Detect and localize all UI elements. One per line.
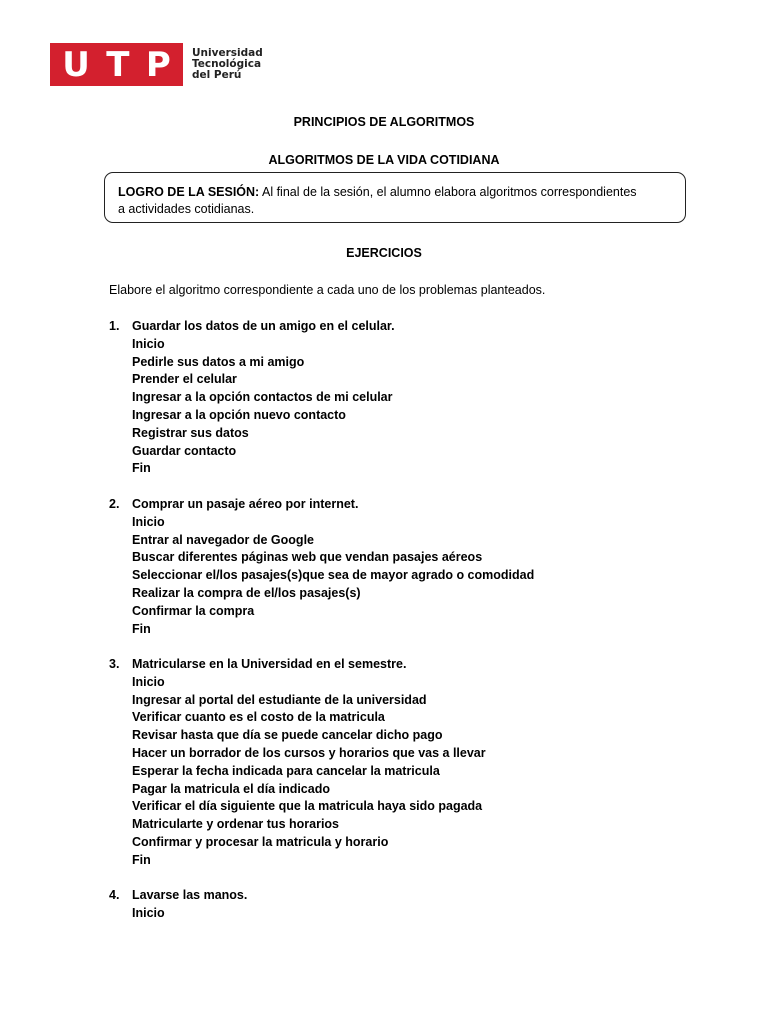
step: Confirmar y procesar la matricula y horario [132,834,389,849]
section-title: EJERCICIOS [346,246,422,260]
step: Registrar sus datos [132,425,249,440]
exercise-title: Matricularse en la Universidad en el semestre. [132,657,407,671]
exercise-title: Comprar un pasaje aéreo por internet. [132,497,359,511]
step: Prender el celular [132,372,237,387]
exercise-1 [109,318,395,478]
instructions: Elabore el algoritmo correspondiente a cada uno de los problemas planteados. [109,283,546,297]
exercise-3 [109,656,486,870]
session-goal-text: Al final de la sesión, el alumno elabora algoritmos correspondientes [259,185,637,199]
step: Ingresar al portal del estudiante de la universidad [132,692,427,707]
step: Entrar al navegador de Google [132,532,314,547]
exercise-4 [109,887,247,923]
step: Ingresar a la opción contactos de mi celular [132,390,393,405]
session-title: ALGORITMOS DE LA VIDA COTIDIANA [268,153,500,167]
step: Pagar la matricula el día indicado [132,781,330,796]
exercise-title: Lavarse las manos. [132,888,248,902]
logo-letter-t: T [106,44,130,85]
step: Verificar el día siguiente que la matricula haya sido pagada [132,799,483,814]
step: Guardar contacto [132,443,237,458]
step: Inicio [132,514,165,529]
exercise-number: 4. [109,888,120,902]
logo-letter-u: U [62,44,90,85]
exercise-heading [109,318,395,336]
exercise-number: 3. [109,657,120,671]
exercise-steps [132,514,534,639]
session-goal-box [104,172,686,223]
step: Realizar la compra de el/los pasajes(s) [132,585,361,600]
exercise-2 [109,496,534,638]
session-goal-label: LOGRO DE LA SESIÓN: [118,185,260,199]
step: Ingresar a la opción nuevo contacto [132,407,346,422]
step: Fin [132,852,151,867]
exercise-steps [132,674,486,870]
step: Hacer un borrador de los cursos y horarios que vas a llevar [132,745,486,760]
exercise-heading [109,887,247,905]
exercise-title: Guardar los datos de un amigo en el celular. [132,319,395,333]
step: Pedirle sus datos a mi amigo [132,354,305,369]
step: Seleccionar el/los pasajes(s)que sea de mayor agrado o comodidad [132,568,535,583]
step: Fin [132,461,151,476]
step: Buscar diferentes páginas web que vendan pasajes aéreos [132,550,483,565]
utp-logo [50,43,263,86]
university-name-line: Universidad [192,47,263,59]
step: Fin [132,621,151,636]
step: Inicio [132,674,165,689]
logo-letter-p: P [145,44,171,85]
university-name-line: del Perú [192,69,242,81]
exercise-heading [109,496,534,514]
step: Matricularte y ordenar tus horarios [132,817,340,832]
step: Inicio [132,905,165,920]
session-goal-line-1 [118,184,673,201]
exercise-steps [132,905,247,923]
step: Revisar hasta que día se puede cancelar dicho pago [132,728,443,743]
step: Inicio [132,336,165,351]
step: Confirmar la compra [132,603,255,618]
exercise-heading [109,656,486,674]
session-goal-line-2: a actividades cotidianas. [118,202,255,216]
university-name [192,48,263,81]
utp-logo-mark [50,43,183,86]
exercise-steps [132,336,395,478]
exercise-number: 2. [109,497,120,511]
step: Verificar cuanto es el costo de la matricula [132,710,385,725]
course-title: PRINCIPIOS DE ALGORITMOS [293,115,475,129]
university-name-line: Tecnológica [192,58,262,70]
step: Esperar la fecha indicada para cancelar la matricula [132,763,440,778]
exercise-number: 1. [109,319,120,333]
